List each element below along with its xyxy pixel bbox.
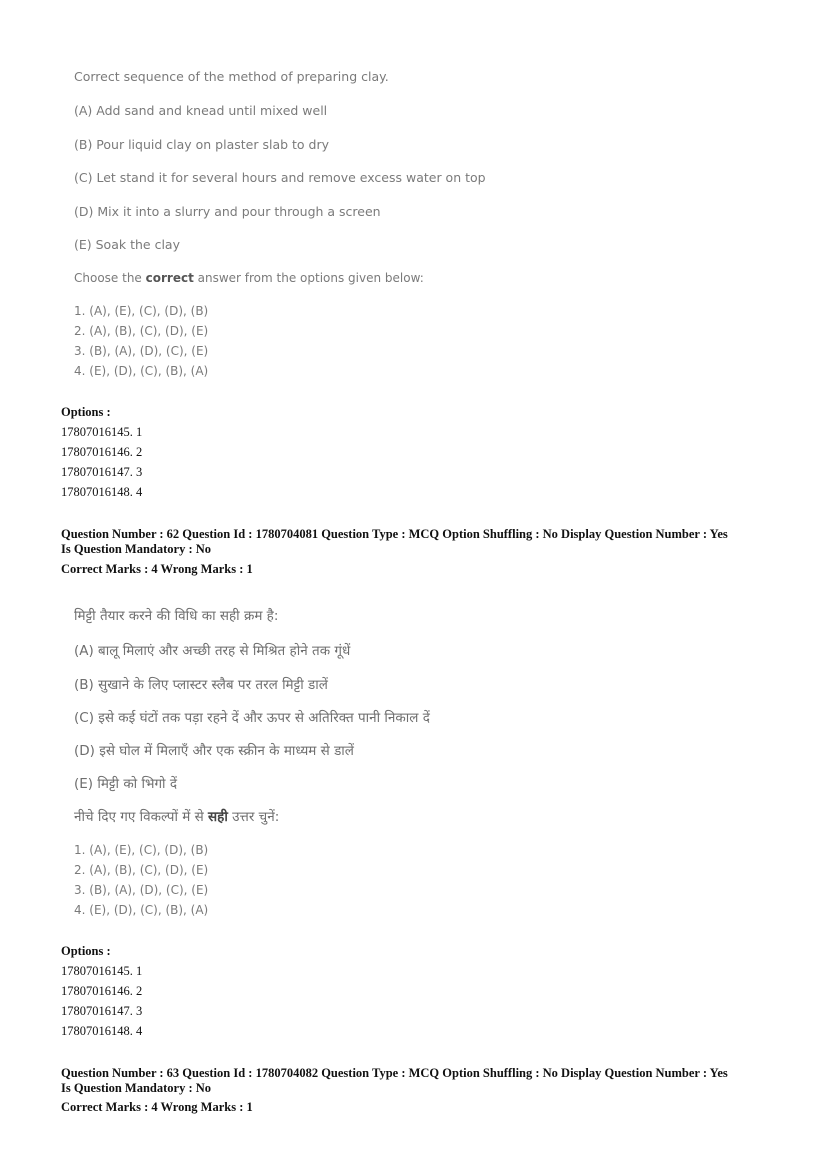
option-id-3: 17807016147. 3 — [61, 465, 143, 479]
options-label: Options : — [61, 405, 111, 419]
answer-option-3: 3. (B), (A), (D), (C), (E) — [74, 883, 209, 897]
choose-instruction: नीचे दिए गए विकल्पों में से सही उत्तर चुनें: — [74, 809, 280, 825]
answer-option-4: 4. (E), (D), (C), (B), (A) — [74, 364, 209, 378]
answer-option-2: 2. (A), (B), (C), (D), (E) — [74, 324, 209, 338]
question-meta-line: Question Number : 62 Question Id : 1780704081 Question Type : MCQ Option Shuffling : No Display Question Number : Yes — [61, 527, 728, 541]
question-meta-line: Question Number : 63 Question Id : 1780704082 Question Type : MCQ Option Shuffling : No Display Question Number : Yes — [61, 1066, 728, 1080]
option-id-4: 17807016148. 4 — [61, 485, 143, 499]
answer-option-4: 4. (E), (D), (C), (B), (A) — [74, 903, 209, 917]
answer-option-1: 1. (A), (E), (C), (D), (B) — [74, 843, 209, 857]
question-prompt: मिट्टी तैयार करने की विधि का सही क्रम है: — [74, 608, 279, 624]
statement-c: (C) Let stand it for several hours and remove excess water on top — [74, 170, 486, 185]
question-mandatory-line: Is Question Mandatory : No — [61, 542, 212, 556]
statement-d: (D) Mix it into a slurry and pour through a screen — [74, 204, 381, 219]
statement-b: (B) सुखाने के लिए प्लास्टर स्लैब पर तरल मिट्टी डालें — [74, 677, 328, 693]
answer-option-3: 3. (B), (A), (D), (C), (E) — [74, 344, 209, 358]
option-id-2: 17807016146. 2 — [61, 984, 143, 998]
answer-option-1: 1. (A), (E), (C), (D), (B) — [74, 304, 209, 318]
statement-a: (A) बालू मिलाएं और अच्छी तरह से मिश्रित होने तक गूंधें — [74, 643, 351, 659]
statement-e: (E) मिट्टी को भिगो दें — [74, 776, 178, 792]
marks-line: Correct Marks : 4 Wrong Marks : 1 — [61, 562, 253, 576]
answer-option-2: 2. (A), (B), (C), (D), (E) — [74, 863, 209, 877]
option-id-2: 17807016146. 2 — [61, 445, 143, 459]
choose-instruction: Choose the correct answer from the options given below: — [74, 271, 424, 285]
option-id-3: 17807016147. 3 — [61, 1004, 143, 1018]
option-id-1: 17807016145. 1 — [61, 964, 143, 978]
statement-c: (C) इसे कई घंटों तक पड़ा रहने दें और ऊपर से अतिरिक्त पानी निकाल दें — [74, 710, 430, 726]
marks-line: Correct Marks : 4 Wrong Marks : 1 — [61, 1100, 253, 1114]
statement-b: (B) Pour liquid clay on plaster slab to dry — [74, 137, 330, 152]
option-id-4: 17807016148. 4 — [61, 1024, 143, 1038]
option-id-1: 17807016145. 1 — [61, 425, 143, 439]
statement-a: (A) Add sand and knead until mixed well — [74, 103, 328, 118]
options-label: Options : — [61, 944, 111, 958]
statement-d: (D) इसे घोल में मिलाएँ और एक स्क्रीन के माध्यम से डालें — [74, 743, 354, 759]
statement-e: (E) Soak the clay — [74, 237, 180, 252]
question-prompt: Correct sequence of the method of preparing clay. — [74, 69, 389, 84]
question-mandatory-line: Is Question Mandatory : No — [61, 1081, 212, 1095]
